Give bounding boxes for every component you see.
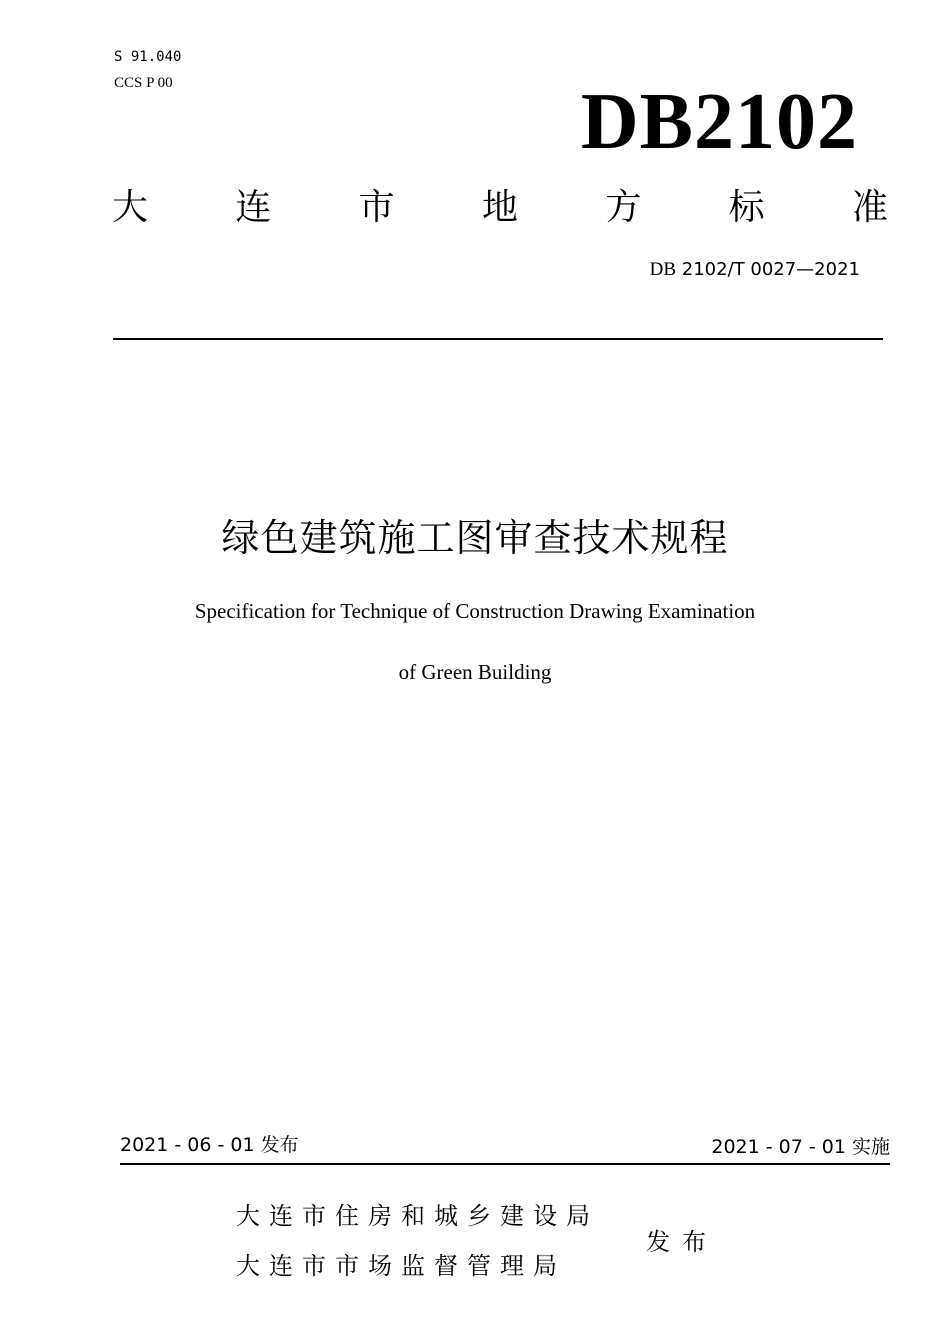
ics-code: S 91.040: [114, 49, 182, 65]
standard-type-char: 方: [605, 187, 642, 228]
ccs-code: CCS P 00: [114, 75, 173, 91]
footer-divider: [120, 1163, 890, 1165]
document-title-chinese: 绿色建筑施工图审查技术规程: [221, 516, 729, 560]
issuing-agency-market: 大连市市场监督管理局: [236, 1252, 566, 1280]
standard-number-value: 2102/T 0027—2021: [681, 259, 860, 280]
standard-type-char: 标: [728, 187, 765, 228]
issue-date: 2021 - 06 - 01 发布: [120, 1134, 299, 1156]
standard-number-prefix: DB: [649, 259, 677, 280]
document-title-english-line1: Specification for Technique of Construction Drawing Examination: [194, 599, 756, 623]
standard-number: [560, 258, 860, 282]
standard-type-char: 地: [481, 187, 518, 228]
standard-type-char: 市: [358, 187, 395, 228]
issuing-agency-housing: 大连市住房和城乡建设局: [236, 1202, 599, 1230]
standard-type-char: 准: [851, 187, 888, 228]
standard-type-heading: [112, 186, 888, 230]
standard-type-char: 连: [235, 187, 272, 228]
publish-label: 发布: [646, 1228, 718, 1256]
standard-logo: DB2102: [580, 78, 858, 166]
standard-type-char: 大: [112, 187, 149, 228]
header-divider: [113, 338, 883, 340]
implementation-date: 2021 - 07 - 01 实施: [711, 1136, 890, 1158]
document-title-english-line2: of Green Building: [398, 660, 552, 684]
